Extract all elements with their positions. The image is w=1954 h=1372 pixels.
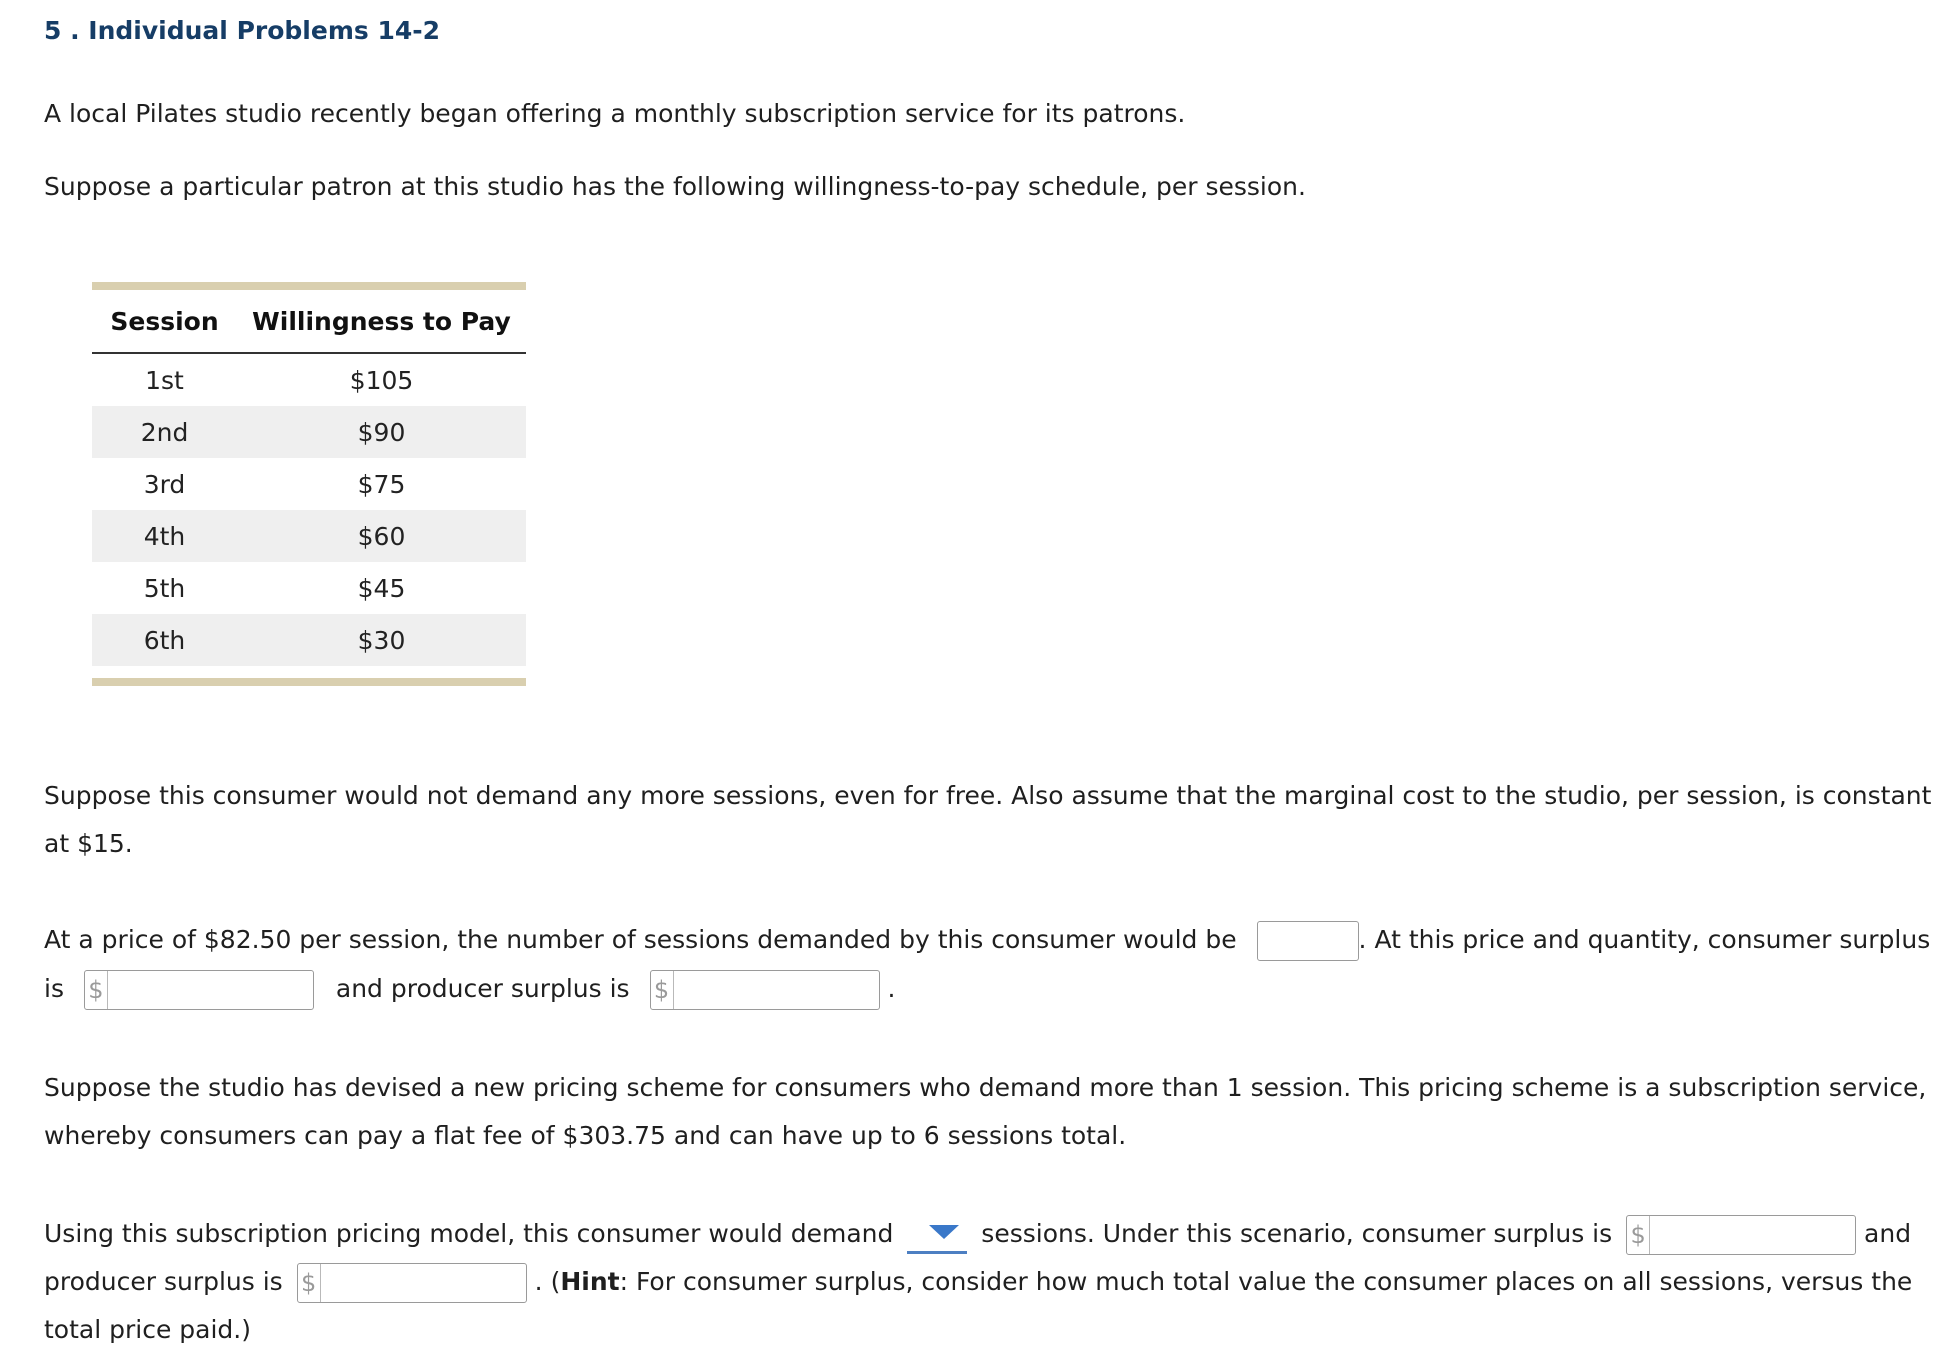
question-1-line-1 xyxy=(44,916,1931,964)
table-row xyxy=(92,458,526,510)
willingness-to-pay-table xyxy=(92,282,526,686)
q2-text: . ( xyxy=(534,1267,561,1296)
table-row xyxy=(92,562,526,614)
q1-text: At a price of $82.50 per session, the number of sessions demanded by this consumer would be xyxy=(44,925,1237,954)
q2-text: and xyxy=(1864,1219,1912,1248)
sessions-demanded-field[interactable] xyxy=(1262,924,1354,958)
intro-text-1: A local Pilates studio recently began offering a monthly subscription service for its patrons. xyxy=(44,99,1186,128)
wtp-cell: $105 xyxy=(349,365,414,395)
table-header-row xyxy=(92,290,526,354)
q2-text: sessions. Under this scenario, consumer surplus is xyxy=(981,1219,1613,1248)
scheme-line-1: Suppose the studio has devised a new pricing scheme for consumers who demand more than 1 session. This pricing scheme is a subscription service, xyxy=(44,1073,1927,1102)
chevron-down-icon[interactable] xyxy=(929,1225,959,1239)
dollar-sign: $ xyxy=(85,971,108,1009)
wtp-cell: $30 xyxy=(357,625,406,655)
wtp-cell: $45 xyxy=(357,573,406,603)
question-2-line-3: total price paid.) xyxy=(44,1315,251,1344)
wtp-cell: $90 xyxy=(357,417,406,447)
session-cell: 4th xyxy=(143,521,186,551)
q1-text: . At this price and quantity, consumer surplus xyxy=(1358,925,1931,954)
wtp-cell: $75 xyxy=(357,469,406,499)
q1-text: and producer surplus is xyxy=(335,974,630,1003)
q1-text: . xyxy=(887,974,896,1003)
intro-text-2: Suppose a particular patron at this studio has the following willingness-to-pay schedule, per session. xyxy=(44,172,1306,201)
session-cell: 6th xyxy=(143,625,186,655)
table-top-rule xyxy=(92,282,526,290)
dollar-sign: $ xyxy=(1627,1216,1650,1254)
table-body xyxy=(92,354,526,666)
subscription-producer-surplus-input[interactable] xyxy=(297,1263,527,1303)
table-bottom-rule xyxy=(92,678,526,686)
table-row xyxy=(92,510,526,562)
table-row xyxy=(92,354,526,406)
hint-label: Hint xyxy=(560,1267,620,1296)
table-row xyxy=(92,614,526,666)
session-cell: 3rd xyxy=(143,469,186,499)
session-cell: 1st xyxy=(145,365,184,395)
sessions-demanded-input[interactable] xyxy=(1257,921,1359,961)
assumption-line-1: Suppose this consumer would not demand any more sessions, even for free. Also assume that the marginal cost to the studio, per session, is constant xyxy=(44,781,1932,810)
dollar-sign: $ xyxy=(651,971,674,1009)
subscription-consumer-surplus-field[interactable] xyxy=(1653,1218,1851,1252)
producer-surplus-input[interactable] xyxy=(650,970,880,1010)
consumer-surplus-field[interactable] xyxy=(111,973,309,1007)
q2-text: producer surplus is xyxy=(44,1267,283,1296)
q2-text: : For consumer surplus, consider how much total value the consumer places on all sessions, versus the xyxy=(619,1267,1913,1296)
session-cell: 5th xyxy=(143,573,186,603)
question-2-line-1 xyxy=(44,1210,1912,1258)
producer-surplus-field[interactable] xyxy=(677,973,875,1007)
wtp-cell: $60 xyxy=(357,521,406,551)
sessions-dropdown[interactable] xyxy=(907,1217,967,1254)
q2-text: Using this subscription pricing model, this consumer would demand xyxy=(44,1219,894,1248)
scheme-line-2: whereby consumers can pay a flat fee of $303.75 and can have up to 6 sessions total. xyxy=(44,1121,1127,1150)
table-row xyxy=(92,406,526,458)
subscription-producer-surplus-field[interactable] xyxy=(324,1266,522,1300)
dollar-sign: $ xyxy=(298,1264,321,1302)
column-header-wtp: Willingness to Pay xyxy=(252,306,511,336)
question-2-line-2 xyxy=(44,1258,1913,1306)
subscription-consumer-surplus-input[interactable] xyxy=(1626,1215,1856,1255)
assumption-line-2: at $15. xyxy=(44,829,133,858)
consumer-surplus-input[interactable] xyxy=(84,970,314,1010)
session-cell: 2nd xyxy=(140,417,189,447)
q1-text: is xyxy=(44,974,64,1003)
question-1-line-2 xyxy=(44,965,1904,1013)
problem-title: 5 . Individual Problems 14-2 xyxy=(44,16,441,45)
column-header-session: Session xyxy=(110,306,219,336)
